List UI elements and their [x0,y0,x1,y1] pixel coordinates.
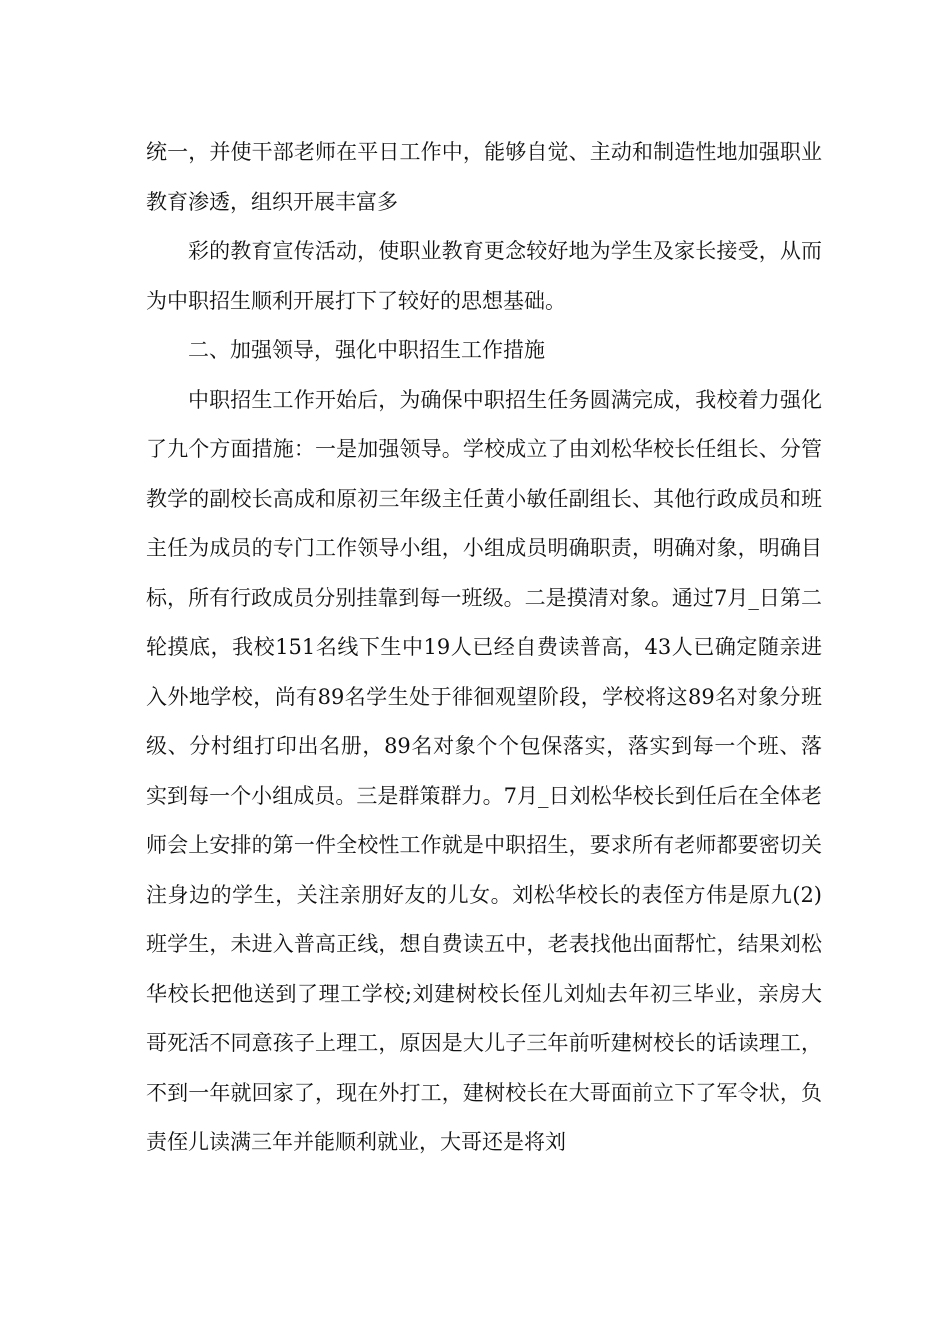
paragraph-1: 统一，并使干部老师在平日工作中，能够自觉、主动和制造性地加强职业教育渗透，组织开展丰富多 [146,140,822,214]
document-page [146,128,822,1168]
paragraph-2: 彩的教育宣传活动，使职业教育更念较好地为学生及家长接受，从而为中职招生顺利开展打下了较好的思想基础。 [146,239,822,313]
paragraph-3: 中职招生工作开始后，为确保中职招生任务圆满完成，我校着力强化了九个方面措施：一是加强领导。学校成立了由刘松华校长任组长、分管教学的副校长高成和原初三年级主任黄小敏任副组长、其他行政成员和班主任为成员的专门工作领导小组，小组成员明确职责，明确对象，明确目标，所有行政成员分别挂靠到每一班级。二是摸清对象。通过7月_日第二轮摸底，我校151名线下生中19人已经自费读普高，43人已确定随亲进入外地学校，尚有89名学生处于徘徊观望阶段，学校将这89名对象分班级、分村组打印出名册，89名对象个个包保落实，落实到每一个班、落实到每一个小组成员。三是群策群力。7月_日刘松华校长到任后在全体老师会上安排的第一件全校性工作就是中职招生，要求所有老师都要密切关注身边的学生，关注亲朋好友的儿女。刘松华校长的表侄方伟是原九(2)班学生，未进入普高正线，想自费读五中，老表找他出面帮忙，结果刘松华校长把他送到了理工学校;刘建树校长侄儿刘灿去年初三毕业，亲房大哥死活不同意孩子上理工，原因是大儿子三年前听建树校长的话读理工，不到一年就回家了，现在外打工，建树校长在大哥面前立下了军令状，负责侄儿读满三年并能顺利就业，大哥还是将刘 [146,387,822,1154]
section-heading: 二、加强领导，强化中职招生工作措施 [188,338,545,362]
